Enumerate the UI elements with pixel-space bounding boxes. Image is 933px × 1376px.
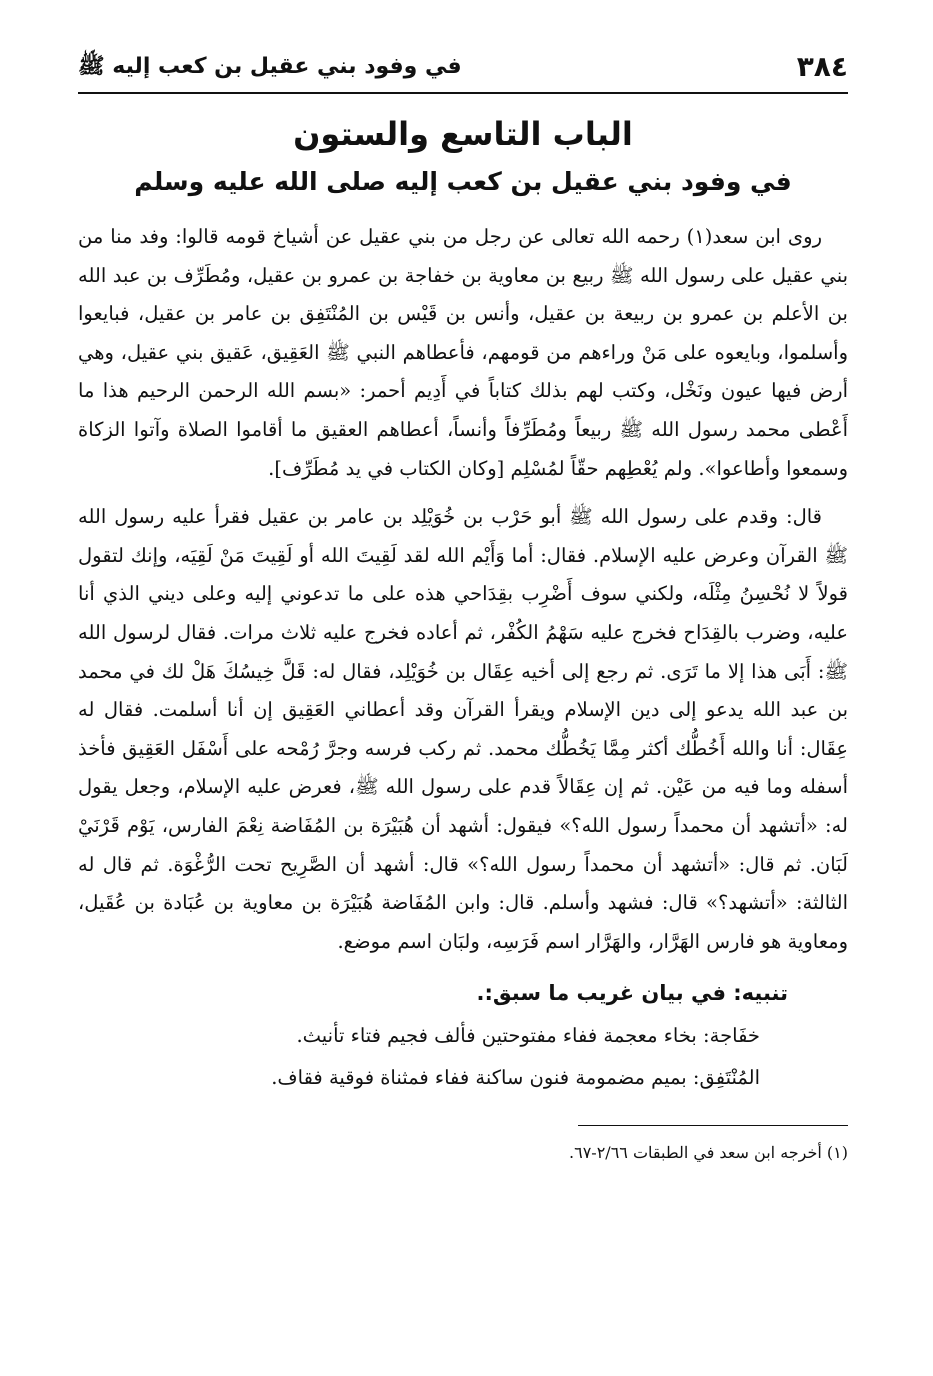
footnote-divider (578, 1125, 848, 1126)
notice-heading: تنبيه: في بيان غريب ما سبق:. (476, 981, 788, 1006)
running-title: في وفود بني عقيل بن كعب إليه ﷺ (78, 54, 462, 79)
gloss-item-khafaja: خفَاجة: بخاء معجمة ففاء مفتوحتين فألف فجيم فتاء تأنيث. (296, 1024, 760, 1048)
chapter-title: الباب التاسع والستون (293, 115, 633, 153)
running-header (78, 48, 848, 94)
page-number: ٣٨٤ (796, 50, 848, 83)
footnote: (١) أخرجه ابن سعد في الطبقات ٢/٦٦-٦٧. (569, 1143, 848, 1163)
book-page (78, 48, 848, 1348)
chapter-subtitle: في وفود بني عقيل بن كعب إليه صلى الله عليه وسلم (134, 167, 792, 196)
gloss-item-muntafiq: المُنْتَفِق: بميم مضمومة فنون ساكنة ففاء فمثناة فوقية فقاف. (271, 1066, 760, 1090)
body-paragraph-1: روى ابن سعد(١) رحمه الله تعالى عن رجل من بني عقيل عن أشياخ قومه قالوا: وفد منا من بني عقيل على رسول الله ﷺ ربيع بن معاوية بن خفاجة بن عمرو بن عقيل، ومُطَرِّف بن عبد الله بن الأعلم بن عمرو بن ربيعة بن عقيل، وأنس بن قَيْس بن المُنْتَفِق بن عامر بن عقيل، فبايعوا وأسلموا، وبايعوه على مَنْ وراءهم من قومهم، فأعطاهم النبي ﷺ العَقِيق، عَقيق بني عقيل، وهي أرض فيها عيون ونَخْل، وكتب لهم بذلك كتاباً في أَدِيم أحمر: «بسم الله الرحمن الرحيم هذا ما أَعْطى محمد رسول الله ﷺ ربيعاً ومُطَرِّفاً وأنساً، أعطاهم العقيق ما أقاموا الصلاة وآتوا الزكاة وسمعوا وأطاعوا». ولم يُعْطِهم حقّاً لمُسْلِم [وكان الكتاب في يد مُطَرِّف]. (78, 225, 848, 480)
body-paragraph-2: قال: وقدم على رسول الله ﷺ أبو حَرْب بن خُوَيْلِد بن عامر بن عقيل فقرأ عليه رسول الله ﷺ القرآن وعرض عليه الإسلام. فقال: أما وَأَيْم الله لقد لَقِيتَ الله أو لَقِيتَ مَنْ لَقِيَه، وإنك لتقول قولاً لا نُحْسِنُ مِثْلَه، ولكني سوف أَضْرِب بقِدَاحي هذه على ما تدعوني إليه وعلى ديني الذي أنا عليه، وضرب بالقِدَاح فخرج عليه سَهْمُ الكُفْر، ثم أعاده فخرج عليه ثلاث مرات. فقال لرسول الله ﷺ: أَبَى هذا إلا ما تَرَى. ثم رجع إلى أخيه عِقَال بن خُوَيْلِد، فقال له: قَلَّ خِيسُكَ هَلْ لك في محمد بن عبد الله يدعو إلى دين الإسلام ويقرأ القرآن وقد أعطاني العَقِيق إن أنا أسلمت. فقال له عِقَال: أنا والله أَخُطُّك أكثر مِمَّا يَخُطُّك محمد. ثم ركب فرسه وجرَّ رُمْحه على أَسْفَل العَقِيق فأخذ أسفله وما فيه من عَيْن. ثم إن عِقَالاً قدم على رسول الله ﷺ، فعرض عليه الإسلام، وجعل يقول له: «أتشهد أن محمداً رسول الله؟» فيقول: أشهد أن هُبَيْرَة بن المُفَاضة نِعْمَ الفارس، يَوْم قَرْنَيْ لَبَان. ثم قال: «أتشهد أن محمداً رسول الله؟» قال: أشهد أن الصَّرِيح تحت الرُّغْوَة. ثم قال له الثالثة: «أتشهد؟» قال: فشهد وأسلم. قال: وابن المُفَاضة هُبَيْرَة بن معاوية بن عُبَادة بن عُقَيل، ومعاوية هو فارس الهَرَّار، والهَرَّار اسم فَرَسِه، ولبَان اسم موضع. (78, 505, 848, 953)
